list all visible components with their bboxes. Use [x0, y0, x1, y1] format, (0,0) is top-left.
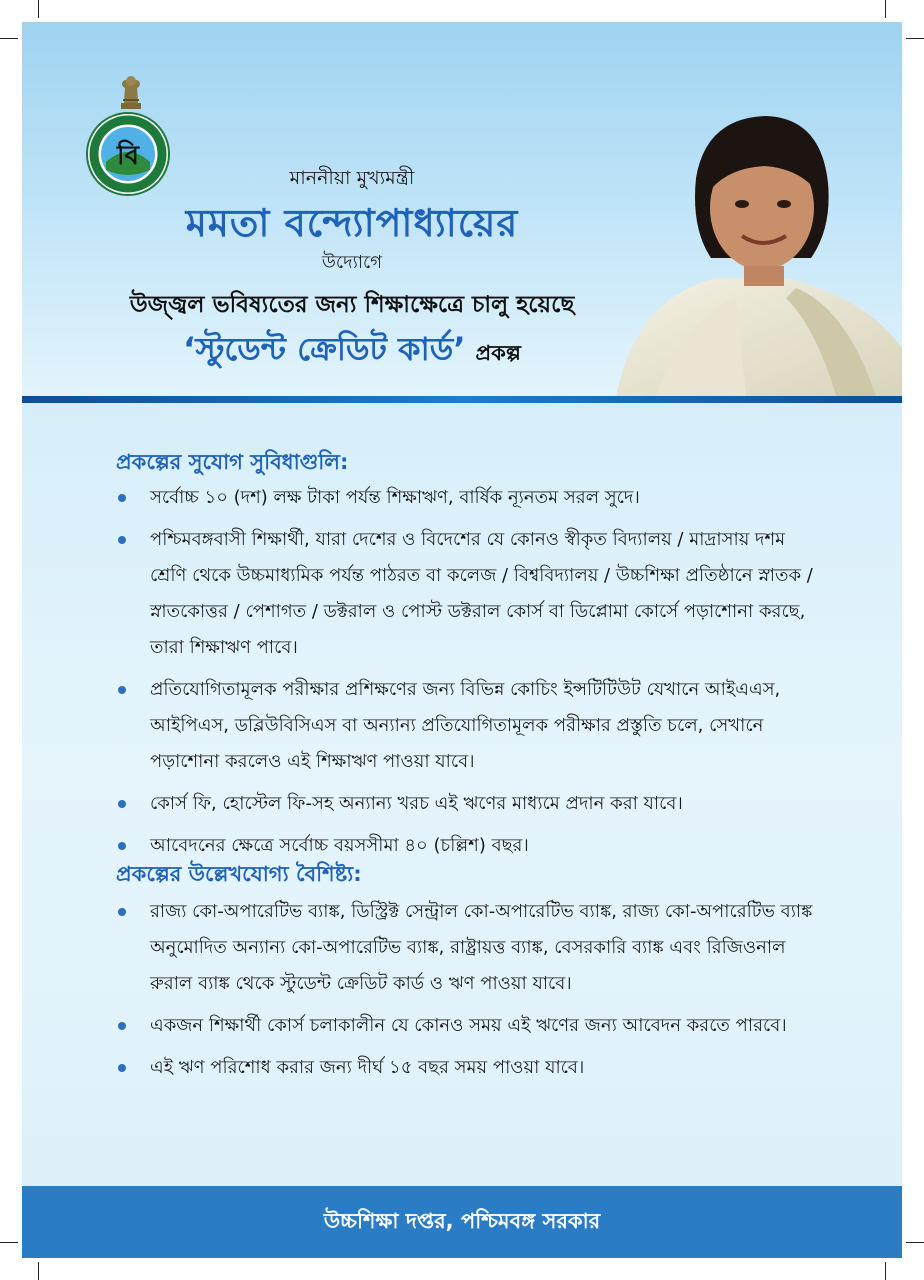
svg-text:বি: বি: [117, 141, 139, 171]
list-item: পশ্চিমবঙ্গবাসী শিক্ষার্থী, যারা দেশের ও বিদেশের যে কোনও স্বীকৃত বিদ্যালয় / মাদ্রাসায় দশম শ্রেণি থেকে উচ্চমাধ্যমিক পর্যন্ত পাঠরত বা কলেজ / বিশ্ববিদ্যালয় / উচ্চশিক্ষা প্রতিষ্ঠানে স্নাতক / স্নাতকোত্তর / পেশাগত / ডক্টরাল ও পোস্ট ডক্টরাল কোর্স বা ডিপ্লোমা কোর্সে পড়াশোনা করছে, তারা শিক্ষাঋণ পাবে।: [116, 522, 816, 666]
list-item: কোর্স ফি, হোস্টেল ফি-সহ অন্যান্য খরচ এই ঋণের মাধ্যমে প্রদান করা যাবে।: [116, 786, 816, 822]
benefits-list: [116, 480, 816, 870]
features-list: [116, 894, 816, 1092]
bullet-icon: [118, 842, 126, 850]
honorific-line: মাননীয়া মুখ্যমন্ত্রী: [289, 167, 415, 189]
crop-mark: [906, 1242, 924, 1243]
scheme-title-row: [92, 324, 612, 378]
crop-mark: [38, 0, 39, 18]
crop-mark: [0, 38, 18, 39]
benefits-title: প্রকল্পের সুযোগ সুবিধাগুলি:: [116, 450, 349, 474]
header-divider: [22, 396, 902, 403]
chief-minister-portrait: [596, 108, 902, 396]
list-item: রাজ্য কো-অপারেটিভ ব্যাঙ্ক, ডিস্ট্রিক্ট সেন্ট্রাল কো-অপারেটিভ ব্যাঙ্ক, রাজ্য কো-অপারেটিভ ব্যাঙ্ক অনুমোদিত অন্যান্য কো-অপারেটিভ ব্যাঙ্ক, রাষ্ট্রায়ত্ত ব্যাঙ্ক, বেসরকারি ব্যাঙ্ক এবং রিজিওনাল রুরাল ব্যাঙ্ক থেকে স্টুডেন্ট ক্রেডিট কার্ড ও ঋণ পাওয়া যাবে।: [116, 894, 816, 1002]
poster: [22, 22, 902, 1258]
chief-minister-name: মমতা বন্দ্যোপাধ্যায়ের: [185, 201, 519, 245]
bullet-icon: [118, 1022, 126, 1030]
bullet-icon: [118, 536, 126, 544]
features-title: প্রকল্পের উল্লেখযোগ্য বৈশিষ্ট্য:: [116, 862, 362, 886]
footer-banner: [22, 1186, 902, 1258]
crop-mark: [906, 38, 924, 39]
bullet-icon: [118, 686, 126, 694]
list-item: প্রতিযোগিতামূলক পরীক্ষার প্রশিক্ষণের জন্য বিভিন্ন কোচিং ইন্সটিটিউট যেখানে আইএএস, আইপিএস, ডব্লিউবিসিএস বা অন্যান্য প্রতিযোগিতামূলক পরীক্ষার প্রস্তুতি চলে, সেখানে পড়াশোনা করলেও এই শিক্ষাঋণ পাওয়া যাবে।: [116, 672, 816, 780]
list-item: আবেদনের ক্ষেত্রে সর্বোচ্চ বয়সসীমা ৪০ (চল্লিশ) বছর।: [116, 828, 816, 864]
crop-mark: [885, 1262, 886, 1280]
list-item: একজন শিক্ষার্থী কোর্স চলাকালীন যে কোনও সময় এই ঋণের জন্য আবেদন করতে পারবে।: [116, 1008, 816, 1044]
list-item: সর্বোচ্চ ১০ (দশ) লক্ষ টাকা পর্যন্ত শিক্ষাঋণ, বার্ষিক ন্যূনতম সরল সুদে।: [116, 480, 816, 516]
scheme-title: ‘স্টুডেন্ট ক্রেডিট কার্ড’: [183, 330, 466, 368]
scheme-suffix: প্রকল্প: [475, 341, 521, 365]
national-emblem-icon: [118, 72, 144, 112]
initiative-line: উদ্যোগে: [321, 252, 383, 273]
crop-mark: [885, 0, 886, 18]
bullet-icon: [118, 908, 126, 916]
department-name: উচ্চশিক্ষা দপ্তর, পশ্চিমবঙ্গ সরকার: [323, 1208, 601, 1233]
bullet-icon: [118, 800, 126, 808]
bullet-icon: [118, 494, 126, 502]
bullet-icon: [118, 1064, 126, 1072]
crop-mark: [38, 1262, 39, 1280]
crop-mark: [0, 1242, 18, 1243]
list-item: এই ঋণ পরিশোধ করার জন্য দীর্ঘ ১৫ বছর সময় পাওয়া যাবে।: [116, 1050, 816, 1086]
tagline: উজ্জ্বল ভবিষ্যতের জন্য শিক্ষাক্ষেত্রে চালু হয়েছে: [129, 292, 575, 318]
